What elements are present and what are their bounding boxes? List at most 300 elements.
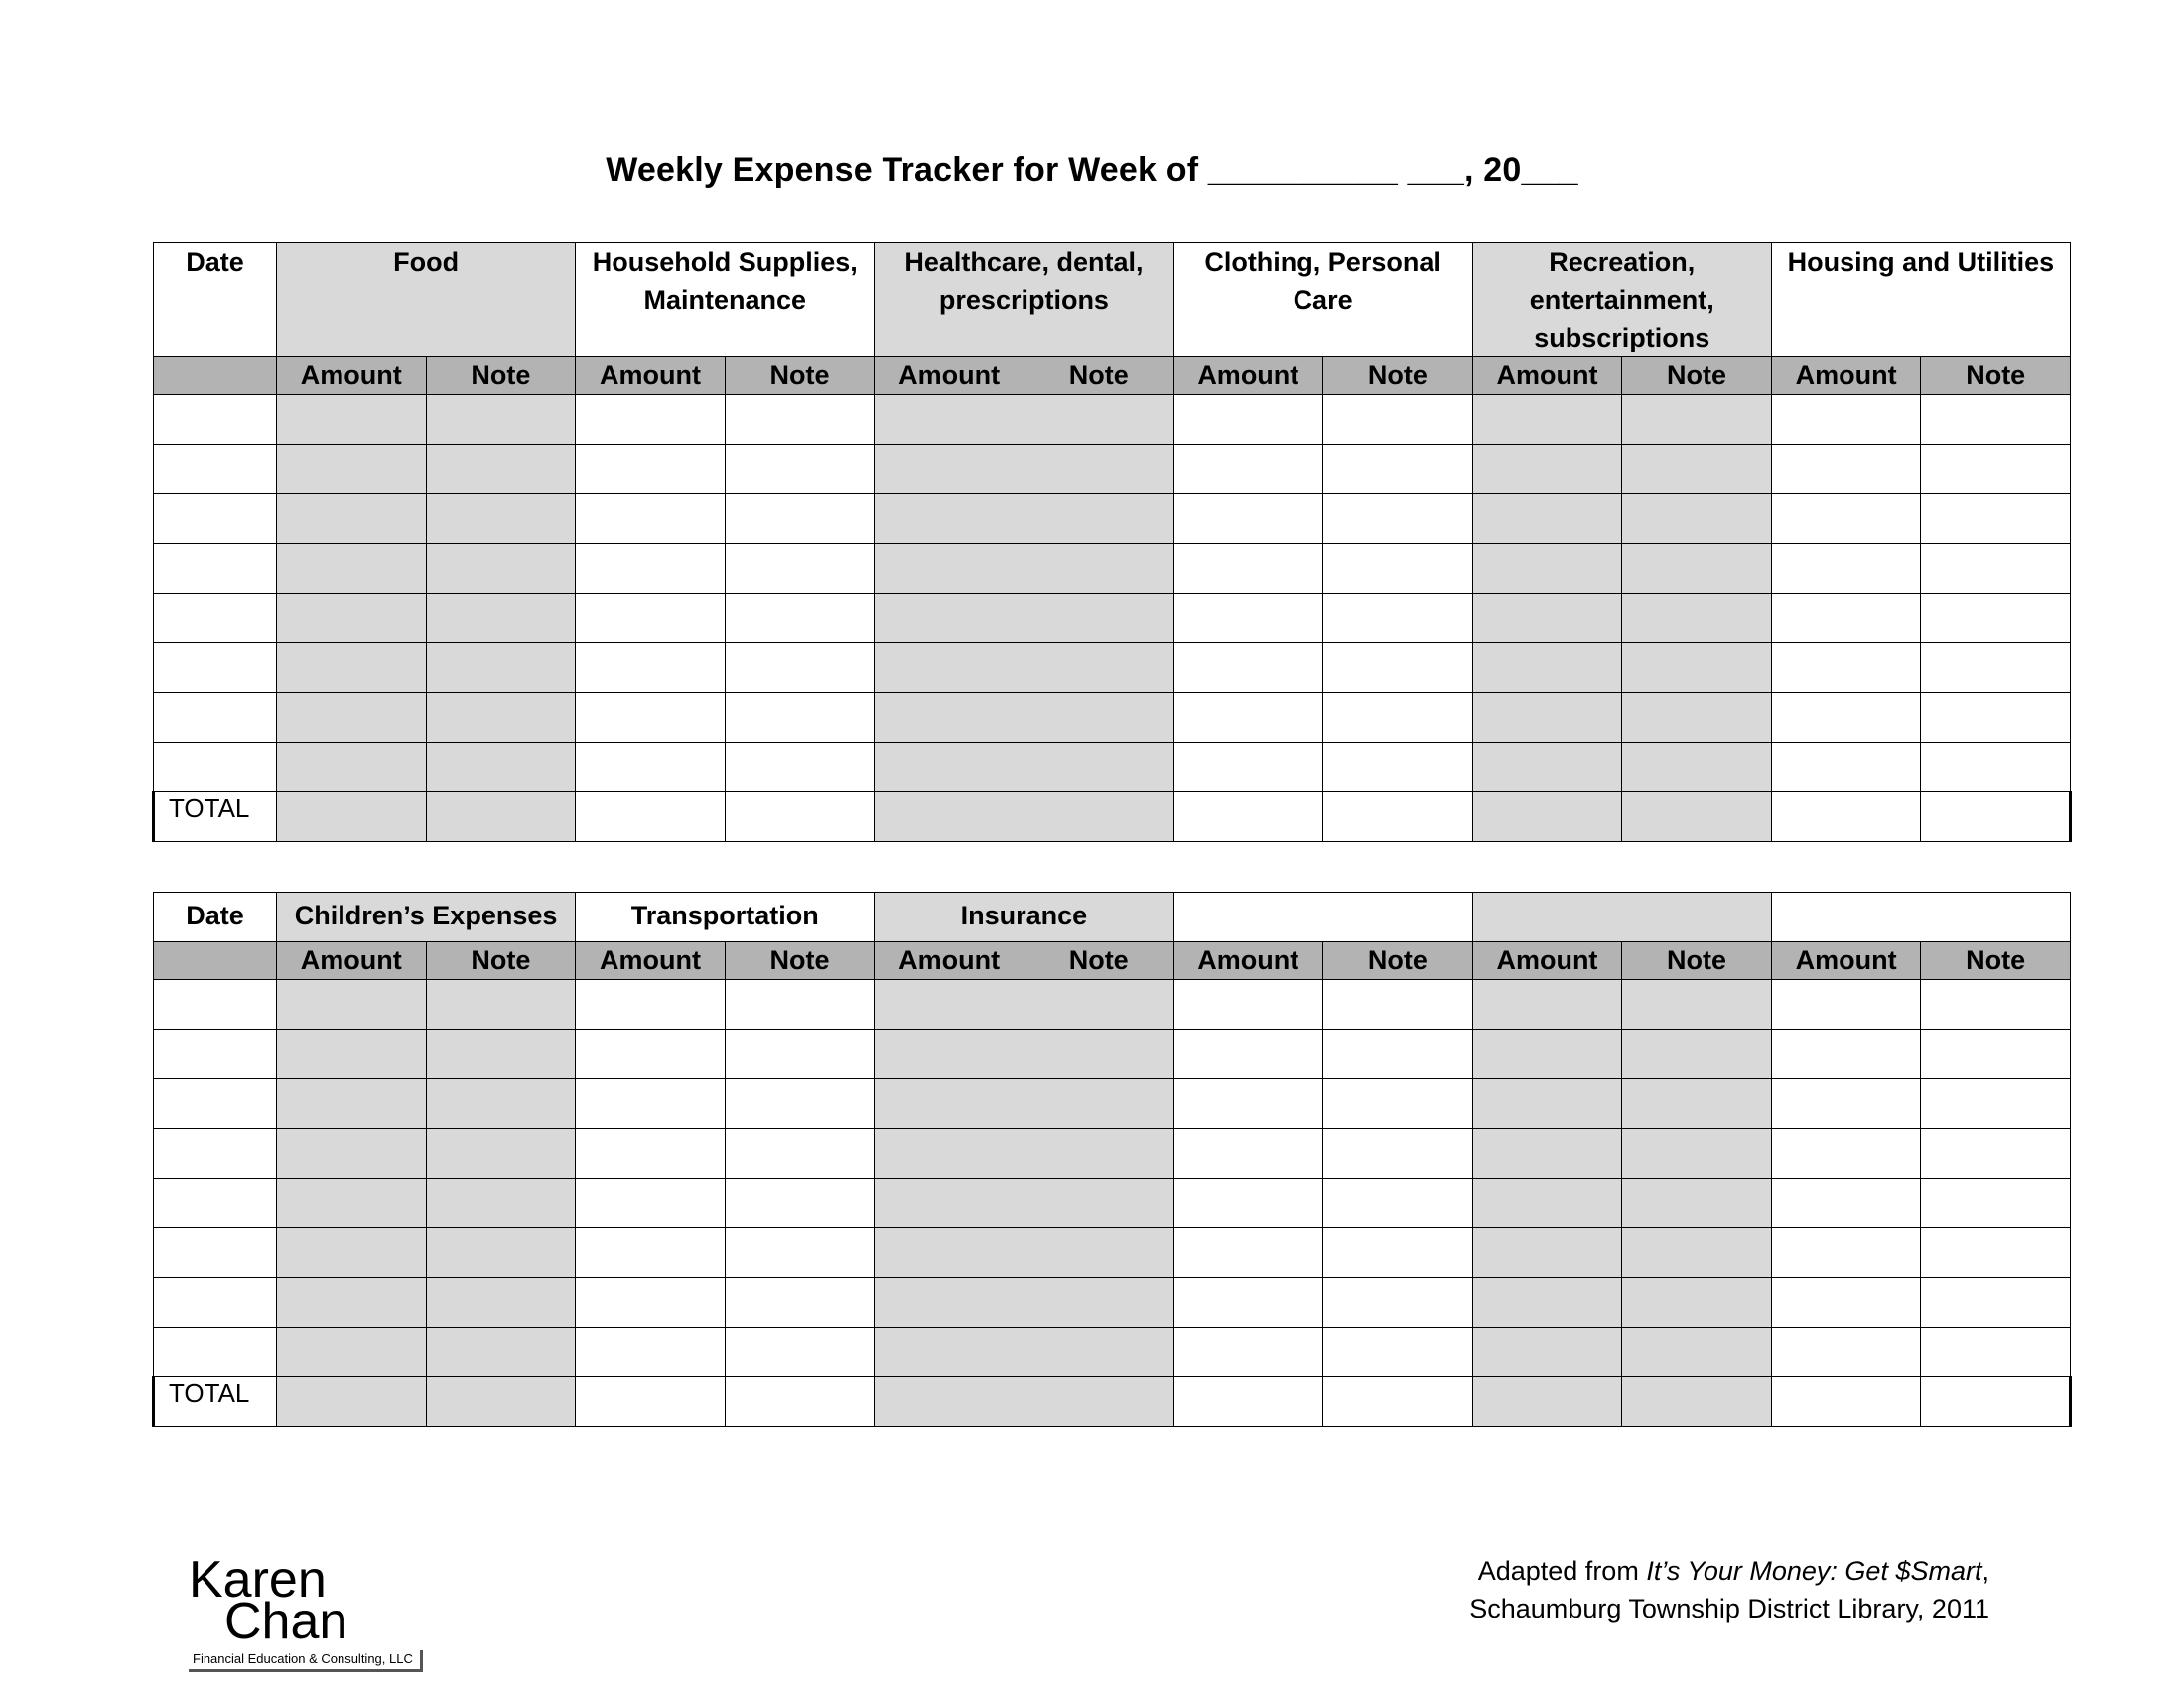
note-cell[interactable]: [426, 1079, 576, 1129]
note-cell[interactable]: [1024, 494, 1173, 544]
note-cell[interactable]: [426, 643, 576, 693]
amount-cell[interactable]: [277, 643, 427, 693]
amount-cell[interactable]: [576, 544, 726, 594]
note-cell[interactable]: [1622, 594, 1772, 643]
amount-cell[interactable]: [1472, 445, 1622, 494]
note-cell[interactable]: [1024, 1129, 1173, 1179]
amount-cell[interactable]: [1173, 980, 1323, 1030]
note-header: Note: [1622, 357, 1772, 395]
total-cell[interactable]: [1472, 792, 1622, 842]
note-cell[interactable]: [1921, 445, 2071, 494]
total-cell[interactable]: [725, 792, 875, 842]
total-cell[interactable]: [277, 1377, 427, 1427]
amount-cell[interactable]: [576, 643, 726, 693]
date-cell[interactable]: [154, 1129, 277, 1179]
amount-cell[interactable]: [1472, 594, 1622, 643]
note-cell[interactable]: [725, 395, 875, 445]
amount-cell[interactable]: [1472, 1228, 1622, 1278]
date-cell[interactable]: [154, 1179, 277, 1228]
total-cell[interactable]: [1472, 1377, 1622, 1427]
total-cell[interactable]: [1771, 792, 1921, 842]
amount-cell[interactable]: [277, 1278, 427, 1328]
amount-cell[interactable]: [1771, 395, 1921, 445]
category-header: Recreation, entertainment, subscriptions: [1472, 243, 1771, 357]
total-row: [154, 792, 2071, 842]
note-header: Note: [1622, 942, 1772, 980]
amount-cell[interactable]: [875, 980, 1024, 1030]
note-cell[interactable]: [1921, 1278, 2071, 1328]
table-row: [154, 1179, 2071, 1228]
amount-cell[interactable]: [277, 594, 427, 643]
note-cell[interactable]: [1921, 1030, 2071, 1079]
amount-header: Amount: [875, 942, 1024, 980]
amount-cell[interactable]: [576, 743, 726, 792]
note-cell[interactable]: [1323, 544, 1473, 594]
amount-cell[interactable]: [277, 1179, 427, 1228]
date-cell[interactable]: [154, 1079, 277, 1129]
date-cell[interactable]: [154, 1328, 277, 1377]
note-cell[interactable]: [426, 693, 576, 743]
note-cell[interactable]: [725, 1079, 875, 1129]
logo-line-1: Karen: [189, 1551, 327, 1609]
note-cell[interactable]: [1024, 693, 1173, 743]
amount-cell[interactable]: [277, 980, 427, 1030]
category-header: Housing and Utilities: [1771, 243, 2070, 357]
note-cell[interactable]: [1024, 1228, 1173, 1278]
amount-header: Amount: [1771, 942, 1921, 980]
note-cell[interactable]: [1921, 1228, 2071, 1278]
note-cell[interactable]: [1921, 980, 2071, 1030]
table-row: [154, 1328, 2071, 1377]
note-cell[interactable]: [1024, 643, 1173, 693]
amount-cell[interactable]: [875, 743, 1024, 792]
amount-cell[interactable]: [1472, 1278, 1622, 1328]
amount-cell[interactable]: [576, 1228, 726, 1278]
date-cell[interactable]: [154, 395, 277, 445]
amount-header: Amount: [1771, 357, 1921, 395]
amount-cell[interactable]: [875, 1328, 1024, 1377]
category-header: Children’s Expenses: [277, 893, 576, 942]
note-cell[interactable]: [426, 594, 576, 643]
note-cell[interactable]: [1323, 1228, 1473, 1278]
subheader-row: [154, 942, 2071, 980]
amount-cell[interactable]: [1472, 743, 1622, 792]
note-header: Note: [1024, 942, 1173, 980]
amount-cell[interactable]: [576, 445, 726, 494]
total-cell[interactable]: [277, 792, 427, 842]
amount-cell[interactable]: [277, 544, 427, 594]
note-cell[interactable]: [1024, 594, 1173, 643]
amount-cell[interactable]: [1173, 1030, 1323, 1079]
logo-line-2: Chan: [224, 1593, 348, 1650]
amount-cell[interactable]: [875, 1030, 1024, 1079]
note-cell[interactable]: [1622, 1079, 1772, 1129]
note-cell[interactable]: [1622, 980, 1772, 1030]
amount-cell[interactable]: [1173, 1129, 1323, 1179]
amount-cell[interactable]: [875, 1228, 1024, 1278]
note-cell[interactable]: [426, 445, 576, 494]
total-cell[interactable]: [1771, 1377, 1921, 1427]
category-header: Household Supplies, Maintenance: [576, 243, 875, 357]
note-cell[interactable]: [1622, 1278, 1772, 1328]
amount-cell[interactable]: [875, 1278, 1024, 1328]
note-header: Note: [1323, 357, 1473, 395]
amount-cell[interactable]: [277, 1079, 427, 1129]
note-cell[interactable]: [1921, 1179, 2071, 1228]
amount-cell[interactable]: [875, 395, 1024, 445]
amount-cell[interactable]: [277, 1129, 427, 1179]
amount-cell[interactable]: [875, 544, 1024, 594]
total-cell[interactable]: [1323, 1377, 1473, 1427]
note-cell[interactable]: [1921, 1328, 2071, 1377]
note-cell[interactable]: [426, 1179, 576, 1228]
note-cell[interactable]: [1323, 594, 1473, 643]
amount-header: Amount: [1173, 357, 1323, 395]
amount-cell[interactable]: [875, 1079, 1024, 1129]
amount-cell[interactable]: [875, 594, 1024, 643]
note-cell[interactable]: [1622, 494, 1772, 544]
note-cell[interactable]: [1622, 1228, 1772, 1278]
total-cell[interactable]: [1622, 1377, 1772, 1427]
note-cell[interactable]: [725, 1278, 875, 1328]
total-cell[interactable]: [576, 1377, 726, 1427]
note-cell[interactable]: [1921, 693, 2071, 743]
amount-cell[interactable]: [1173, 1179, 1323, 1228]
note-cell[interactable]: [725, 980, 875, 1030]
amount-cell[interactable]: [1472, 1129, 1622, 1179]
table-row: [154, 1278, 2071, 1328]
date-cell[interactable]: [154, 743, 277, 792]
amount-cell[interactable]: [1472, 693, 1622, 743]
expense-table-1: [152, 242, 2072, 842]
amount-cell[interactable]: [1472, 1030, 1622, 1079]
amount-cell[interactable]: [1173, 395, 1323, 445]
note-cell[interactable]: [1323, 1278, 1473, 1328]
credit-suffix: ,: [1981, 1556, 1989, 1586]
amount-cell[interactable]: [875, 643, 1024, 693]
note-cell[interactable]: [426, 1030, 576, 1079]
amount-cell[interactable]: [576, 1129, 726, 1179]
date-cell[interactable]: [154, 594, 277, 643]
note-cell[interactable]: [725, 1328, 875, 1377]
note-cell[interactable]: [1921, 494, 2071, 544]
total-cell[interactable]: [875, 792, 1024, 842]
note-cell[interactable]: [1024, 1079, 1173, 1129]
table-row: [154, 1228, 2071, 1278]
total-cell[interactable]: [426, 1377, 576, 1427]
total-cell[interactable]: [725, 1377, 875, 1427]
note-cell[interactable]: [725, 445, 875, 494]
note-cell[interactable]: [1622, 395, 1772, 445]
credit-prefix: Adapted from: [1477, 1556, 1647, 1586]
amount-cell[interactable]: [875, 1129, 1024, 1179]
table-row: [154, 1129, 2071, 1179]
amount-cell[interactable]: [1771, 594, 1921, 643]
note-cell[interactable]: [1921, 395, 2071, 445]
amount-cell[interactable]: [576, 494, 726, 544]
amount-cell[interactable]: [1472, 643, 1622, 693]
note-cell[interactable]: [1323, 445, 1473, 494]
amount-cell[interactable]: [1472, 1179, 1622, 1228]
note-cell[interactable]: [1323, 643, 1473, 693]
note-cell[interactable]: [1323, 1129, 1473, 1179]
note-cell[interactable]: [1323, 1328, 1473, 1377]
amount-cell[interactable]: [1771, 445, 1921, 494]
category-header: Healthcare, dental, prescriptions: [875, 243, 1173, 357]
amount-cell[interactable]: [875, 1179, 1024, 1228]
note-cell[interactable]: [1622, 1129, 1772, 1179]
amount-cell[interactable]: [1771, 1079, 1921, 1129]
amount-header: Amount: [1472, 357, 1622, 395]
note-cell[interactable]: [426, 1129, 576, 1179]
note-cell[interactable]: [1622, 544, 1772, 594]
amount-cell[interactable]: [1472, 980, 1622, 1030]
date-cell[interactable]: [154, 693, 277, 743]
amount-cell[interactable]: [576, 395, 726, 445]
note-cell[interactable]: [1622, 743, 1772, 792]
amount-cell[interactable]: [1771, 693, 1921, 743]
date-cell[interactable]: [154, 1278, 277, 1328]
category-header-blank[interactable]: [1771, 893, 2070, 942]
note-cell[interactable]: [1323, 1079, 1473, 1129]
note-cell[interactable]: [1921, 643, 2071, 693]
amount-cell[interactable]: [1771, 1228, 1921, 1278]
amount-cell[interactable]: [576, 1030, 726, 1079]
note-header: Note: [725, 357, 875, 395]
total-label: TOTAL: [154, 792, 277, 842]
note-cell[interactable]: [1921, 544, 2071, 594]
note-cell[interactable]: [1622, 1030, 1772, 1079]
date-cell[interactable]: [154, 494, 277, 544]
note-cell[interactable]: [725, 1228, 875, 1278]
amount-cell[interactable]: [1173, 494, 1323, 544]
date-cell[interactable]: [154, 643, 277, 693]
amount-cell[interactable]: [1472, 1079, 1622, 1129]
category-header-blank[interactable]: [1472, 893, 1771, 942]
amount-cell[interactable]: [1771, 743, 1921, 792]
date-cell[interactable]: [154, 1228, 277, 1278]
amount-cell[interactable]: [1472, 1328, 1622, 1377]
note-cell[interactable]: [1921, 594, 2071, 643]
note-cell[interactable]: [1622, 693, 1772, 743]
total-cell[interactable]: [875, 1377, 1024, 1427]
karen-chan-logo: [189, 1551, 427, 1666]
amount-cell[interactable]: [576, 1278, 726, 1328]
amount-cell[interactable]: [1771, 1328, 1921, 1377]
note-cell[interactable]: [725, 743, 875, 792]
note-cell[interactable]: [1323, 1030, 1473, 1079]
note-cell[interactable]: [1323, 980, 1473, 1030]
date-cell[interactable]: [154, 544, 277, 594]
note-cell[interactable]: [1024, 1179, 1173, 1228]
note-cell[interactable]: [1323, 494, 1473, 544]
amount-cell[interactable]: [277, 494, 427, 544]
note-cell[interactable]: [725, 544, 875, 594]
note-cell[interactable]: [1024, 544, 1173, 594]
date-cell[interactable]: [154, 1030, 277, 1079]
note-cell[interactable]: [426, 743, 576, 792]
note-cell[interactable]: [426, 1278, 576, 1328]
total-cell[interactable]: [1921, 1377, 2071, 1427]
table-row: [154, 1079, 2071, 1129]
note-cell[interactable]: [426, 544, 576, 594]
note-cell[interactable]: [725, 1179, 875, 1228]
note-cell[interactable]: [725, 693, 875, 743]
amount-cell[interactable]: [1771, 1030, 1921, 1079]
amount-cell[interactable]: [277, 395, 427, 445]
amount-cell[interactable]: [1771, 1129, 1921, 1179]
amount-cell[interactable]: [1771, 643, 1921, 693]
table-row: [154, 594, 2071, 643]
note-cell[interactable]: [1323, 395, 1473, 445]
amount-cell[interactable]: [1173, 445, 1323, 494]
date-header: Date: [154, 893, 277, 942]
note-cell[interactable]: [1024, 980, 1173, 1030]
amount-cell[interactable]: [1173, 1079, 1323, 1129]
total-label: TOTAL: [154, 1377, 277, 1427]
total-cell[interactable]: [426, 792, 576, 842]
amount-header: Amount: [1173, 942, 1323, 980]
credit-line-2: Schaumburg Township District Library, 2011: [1469, 1594, 1989, 1623]
note-cell[interactable]: [426, 494, 576, 544]
subheader-blank: [154, 357, 277, 395]
amount-cell[interactable]: [576, 594, 726, 643]
amount-header: Amount: [277, 357, 427, 395]
amount-cell[interactable]: [1771, 1278, 1921, 1328]
note-cell[interactable]: [1323, 693, 1473, 743]
note-cell[interactable]: [725, 643, 875, 693]
note-cell[interactable]: [1323, 743, 1473, 792]
expense-table-2: [152, 892, 2072, 1427]
amount-cell[interactable]: [1173, 743, 1323, 792]
amount-cell[interactable]: [277, 1228, 427, 1278]
amount-cell[interactable]: [576, 1079, 726, 1129]
amount-cell[interactable]: [1771, 980, 1921, 1030]
total-cell[interactable]: [1173, 1377, 1323, 1427]
amount-cell[interactable]: [1771, 1179, 1921, 1228]
note-cell[interactable]: [1024, 743, 1173, 792]
amount-cell[interactable]: [1173, 693, 1323, 743]
note-cell[interactable]: [1323, 1179, 1473, 1228]
note-cell[interactable]: [1024, 1278, 1173, 1328]
amount-cell[interactable]: [576, 693, 726, 743]
amount-cell[interactable]: [576, 980, 726, 1030]
note-cell[interactable]: [1622, 1179, 1772, 1228]
note-header: Note: [1024, 357, 1173, 395]
amount-cell[interactable]: [1173, 544, 1323, 594]
note-header: Note: [1921, 942, 2071, 980]
table-row: [154, 395, 2071, 445]
amount-cell[interactable]: [277, 743, 427, 792]
note-header: Note: [725, 942, 875, 980]
table-row: [154, 693, 2071, 743]
amount-cell[interactable]: [1472, 494, 1622, 544]
note-cell[interactable]: [1921, 1129, 2071, 1179]
note-cell[interactable]: [1622, 445, 1772, 494]
amount-cell[interactable]: [277, 693, 427, 743]
note-cell[interactable]: [725, 1129, 875, 1179]
note-cell[interactable]: [725, 1030, 875, 1079]
amount-header: Amount: [875, 357, 1024, 395]
note-cell[interactable]: [1921, 1079, 2071, 1129]
amount-cell[interactable]: [875, 494, 1024, 544]
category-header: Insurance: [875, 893, 1173, 942]
note-cell[interactable]: [725, 494, 875, 544]
credit-line-1: [1469, 1552, 1989, 1590]
table-row: [154, 1030, 2071, 1079]
note-cell[interactable]: [1024, 1030, 1173, 1079]
amount-cell[interactable]: [1472, 544, 1622, 594]
note-cell[interactable]: [1024, 395, 1173, 445]
total-cell[interactable]: [1024, 792, 1173, 842]
note-cell[interactable]: [426, 1228, 576, 1278]
date-cell[interactable]: [154, 980, 277, 1030]
amount-header: Amount: [1472, 942, 1622, 980]
note-cell[interactable]: [1921, 743, 2071, 792]
amount-cell[interactable]: [277, 445, 427, 494]
subheader-row: [154, 357, 2071, 395]
note-cell[interactable]: [1024, 1328, 1173, 1377]
note-cell[interactable]: [426, 1328, 576, 1377]
amount-cell[interactable]: [875, 445, 1024, 494]
category-header-row: [154, 893, 2071, 942]
total-cell[interactable]: [1323, 792, 1473, 842]
amount-cell[interactable]: [576, 1328, 726, 1377]
category-header: Transportation: [576, 893, 875, 942]
note-cell[interactable]: [426, 980, 576, 1030]
amount-cell[interactable]: [1771, 544, 1921, 594]
amount-cell[interactable]: [1173, 1328, 1323, 1377]
note-header: Note: [426, 942, 576, 980]
amount-cell[interactable]: [1173, 1228, 1323, 1278]
category-header: Clothing, Personal Care: [1173, 243, 1472, 357]
total-cell[interactable]: [1173, 792, 1323, 842]
amount-cell[interactable]: [277, 1328, 427, 1377]
note-cell[interactable]: [1622, 643, 1772, 693]
logo-subtitle: Financial Education & Consulting, LLC: [193, 1651, 413, 1666]
amount-cell[interactable]: [277, 1030, 427, 1079]
total-cell[interactable]: [1622, 792, 1772, 842]
total-cell[interactable]: [1921, 792, 2071, 842]
note-header: Note: [1323, 942, 1473, 980]
amount-cell[interactable]: [1173, 594, 1323, 643]
table-row: [154, 494, 2071, 544]
amount-cell[interactable]: [1173, 1278, 1323, 1328]
amount-cell[interactable]: [875, 693, 1024, 743]
note-cell[interactable]: [725, 594, 875, 643]
table-row: [154, 980, 2071, 1030]
note-header: Note: [426, 357, 576, 395]
total-cell[interactable]: [1024, 1377, 1173, 1427]
note-cell[interactable]: [1024, 445, 1173, 494]
category-header-blank[interactable]: [1173, 893, 1472, 942]
page-title: Weekly Expense Tracker for Week of __________ ___, 20___: [606, 151, 1578, 189]
note-cell[interactable]: [1622, 1328, 1772, 1377]
amount-header: Amount: [576, 357, 726, 395]
total-cell[interactable]: [576, 792, 726, 842]
note-cell[interactable]: [426, 395, 576, 445]
amount-cell[interactable]: [576, 1179, 726, 1228]
total-row: [154, 1377, 2071, 1427]
amount-cell[interactable]: [1472, 395, 1622, 445]
date-header: Date: [154, 243, 277, 357]
amount-cell[interactable]: [1173, 643, 1323, 693]
category-header-row: [154, 243, 2071, 357]
credit-book-title: It’s Your Money: Get $Smart: [1646, 1556, 1982, 1586]
date-cell[interactable]: [154, 445, 277, 494]
table-row: [154, 643, 2071, 693]
amount-cell[interactable]: [1771, 494, 1921, 544]
